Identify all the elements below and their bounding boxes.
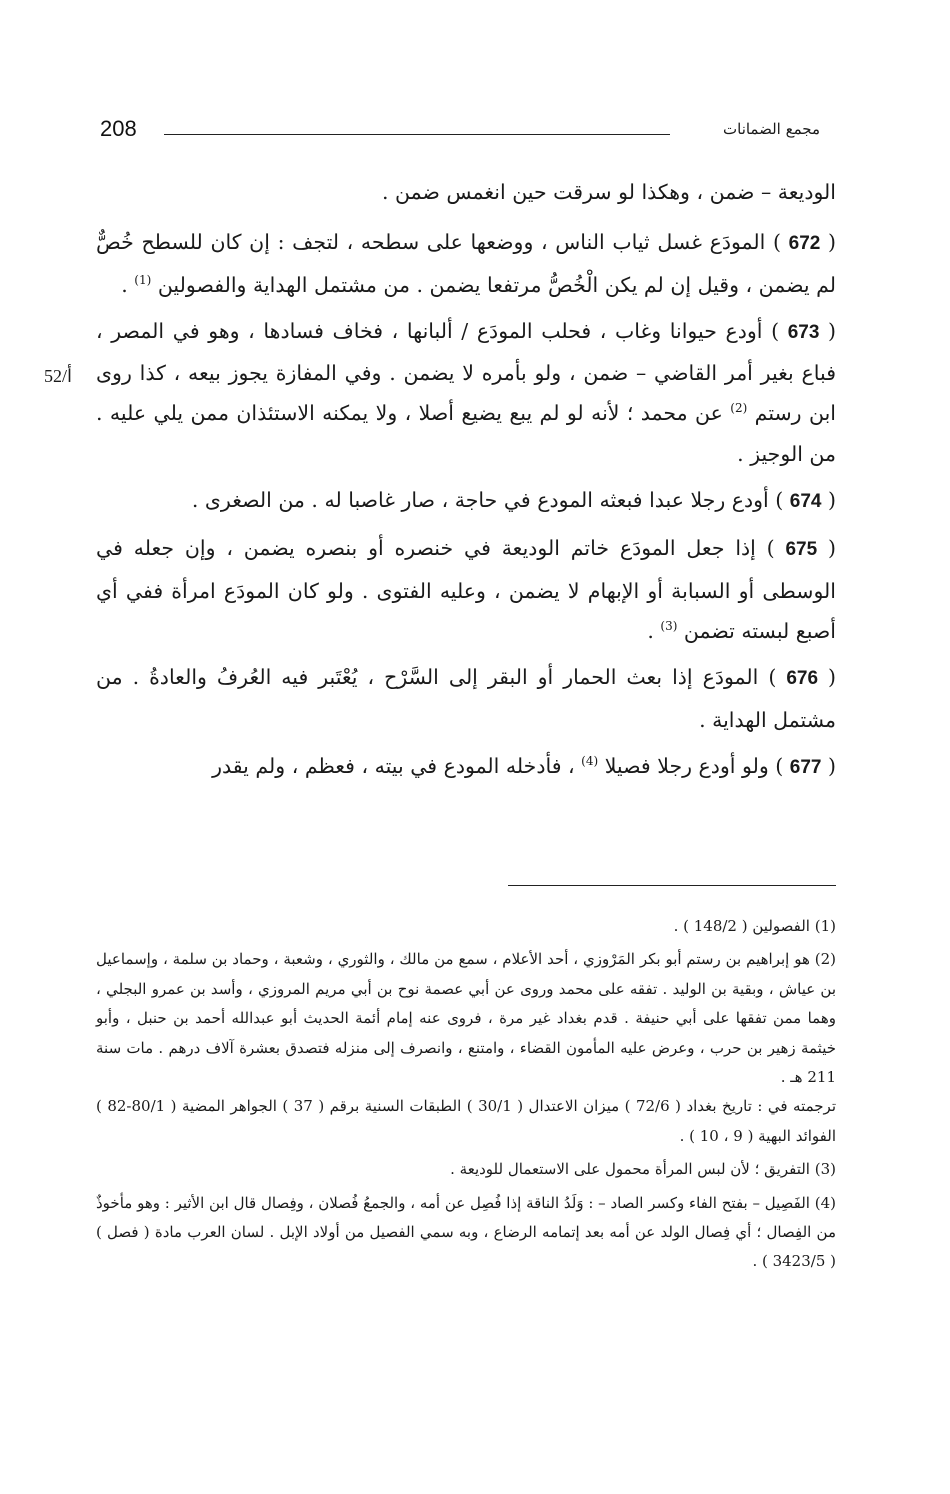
footnote-4: (4) الفَصِيل – بفتح الفاء وكسر الصاد – : وَلَدُ الناقة إذا فُصِل عن أمه ، والجمعُ فُصلان ، وفِصال قال ابن الأثير : وهو مأخوذٌ من الفِصال ؛ أي فِصال الولد عن أمه بعد إتمامه الرضاع ، وبه سمي الفصيل من أولاد الإبل . لسان العرب مادة ( فصل ) ( 3423/5 ) . bbox=[96, 1193, 836, 1271]
entry-676: ( 676 ) المودَع إذا بعث الحمار أو البقر إلى السَّرْح ، يُعْتَبر فيه العُرفُ والعادةُ . من مشتمل الهداية . bbox=[96, 665, 837, 732]
footnote-ref[interactable]: (1) bbox=[134, 272, 152, 287]
header-rule bbox=[164, 134, 670, 135]
entry-text: المودَع إذا بعث الحمار أو البقر إلى السَّرْح ، يُعْتَبر فيه العُرفُ والعادةُ . من مشتمل الهداية . bbox=[96, 665, 836, 732]
footnote-3: (3) التفريق ؛ لأن لبس المرأة محمول على الاستعمال للوديعة . bbox=[450, 1160, 836, 1179]
entry-number: 677 bbox=[789, 756, 822, 778]
entry-text: أودع حيوانا وغاب ، فحلب المودَع / ألبانها ، فخاف فسادها ، وهو في المصر ، فباع بغير أمر القاضي – ضمن ، ولو بأمره لا يضمن . وفي المفازة يجوز بيعه ، كذا روى ابن رستم bbox=[96, 318, 836, 426]
page-number: 208 bbox=[100, 116, 137, 141]
footnote-ref[interactable]: (2) bbox=[730, 401, 748, 416]
entry-text: أودع رجلا عبدا فبعثه المودع في حاجة ، صار غاصبا له . من الصغرى . bbox=[191, 488, 769, 513]
entry-675: ( 675 ) إذا جعل المودَع خاتم الوديعة في خنصره أو بنصره يضمن ، وإن جعله في الوسطى أو السبابة أو الإبهام لا يضمن ، وعليه الفتوى . ولو كان المودَع امرأة ففي أي أصبع لبسته تضمن $^{(3)}$ . bbox=[96, 536, 837, 643]
entry-text-cont: عن محمد ؛ لأنه لو لم يبع يضيع أصلا ، ولا يمكنه الاستئذان ممن يلي عليه . من الوجيز . bbox=[96, 401, 836, 466]
entry-673: ( 673 ) أودع حيوانا وغاب ، فحلب المودَع / ألبانها ، فخاف فسادها ، وهو في المصر ، فباع بغير أمر القاضي – ضمن ، ولو بأمره لا يضمن . وفي المفازة يجوز بيعه ، كذا روى ابن رستم $^{(2)}$ عن محمد ؛ لأنه لو لم يبع يضيع أصلا ، ولا يمكنه الاستئذان ممن يلي عليه . من الوجيز . bbox=[96, 318, 837, 466]
footnote-ref[interactable]: (3) bbox=[660, 619, 678, 634]
entry-text: ولو أودع رجلا فصيلا bbox=[604, 753, 769, 778]
entry-number: 676 bbox=[786, 668, 819, 690]
footnote-ref[interactable]: (4) bbox=[581, 754, 599, 769]
footnote-separator bbox=[508, 885, 836, 886]
running-title: مجمع الضمانات bbox=[723, 120, 820, 138]
entry-text-cont: ، فأدخله المودع في بيته ، فعظم ، ولم يقدر bbox=[212, 753, 582, 778]
entry-677: ( 677 ) ولو أودع رجلا فصيلا $^{(4)}$ ، فأدخله المودع في بيته ، فعظم ، ولم يقدر bbox=[212, 753, 836, 778]
main-text bbox=[96, 172, 836, 794]
entry-text: المودَع غسل ثياب الناس ، ووضعها على سطحه ، لتجف : إن كان للسطح خُصٌّ لم يضمن ، وقيل إن لم يكن الْخُصُّ مرتفعا يضمن . من مشتمل الهداية والفصولين bbox=[96, 230, 836, 297]
entry-end: . bbox=[647, 618, 661, 643]
continuation-line: الوديعة – ضمن ، وهكذا لو سرقت حين انغمس ضمن . bbox=[381, 180, 836, 204]
running-header bbox=[100, 112, 820, 152]
footnote-1: (1) الفصولين ( 148/2 ) . bbox=[673, 917, 836, 935]
entry-number: 674 bbox=[789, 491, 822, 513]
entry-674: ( 674 ) أودع رجلا عبدا فبعثه المودع في حاجة ، صار غاصبا له . من الصغرى . bbox=[191, 488, 836, 513]
entry-text: إذا جعل المودَع خاتم الوديعة في خنصره أو بنصره يضمن ، وإن جعله في الوسطى أو السبابة أو الإبهام لا يضمن ، وعليه الفتوى . ولو كان المودَع امرأة ففي أي أصبع لبسته تضمن bbox=[96, 536, 836, 643]
entry-672: ( 672 ) المودَع غسل ثياب الناس ، ووضعها على سطحه ، لتجف : إن كان للسطح خُصٌّ لم يضمن ، وقيل إن لم يكن الْخُصُّ مرتفعا يضمن . من مشتمل الهداية والفصولين $^{(1)}$ . bbox=[96, 230, 837, 297]
footnote-2: (2) هو إبراهيم بن رستم أبو بكر المَرْوزي ، أحد الأعلام ، سمع من مالك ، والثوري ، وشعبة ، وحماد بن سلمة ، وإسماعيل بن عياش ، وبقية بن الوليد . تفقه على محمد وروى عن أبي عصمة نوح بن أبي مريم المروزي ، وأسد بن عمرو البجلي ، وهما ممن تفقها على أبي حنيفة . قدم بغداد غير مرة ، فروى عنه إمام أئمة الحديث أبو عبدالله أحمد بن حنبل ، وأبو خيثمة زهير بن حرب ، وعرض عليه المأمون القضاء ، وامتنع ، وانصرف إلى منزله فتصدق بعشرة آلاف درهم . مات سنة 211 هـ . bbox=[96, 950, 836, 1087]
margin-folio-note: 52/أ bbox=[44, 366, 73, 386]
footnotes bbox=[96, 912, 836, 1281]
entry-number: 673 bbox=[787, 321, 820, 343]
entry-number: 675 bbox=[785, 539, 818, 561]
entry-end: . bbox=[121, 272, 135, 297]
entry-number: 672 bbox=[788, 233, 821, 255]
footnote-2-sources: ترجمته في : تاريخ بغداد ( 72/6 ) ميزان الاعتدال ( 30/1 ) الطبقات السنية برقم ( 37 ) الجواهر المضية ( 80/1-82 ) الفوائد البهية ( 9 ، 10 ) . bbox=[96, 1097, 836, 1145]
